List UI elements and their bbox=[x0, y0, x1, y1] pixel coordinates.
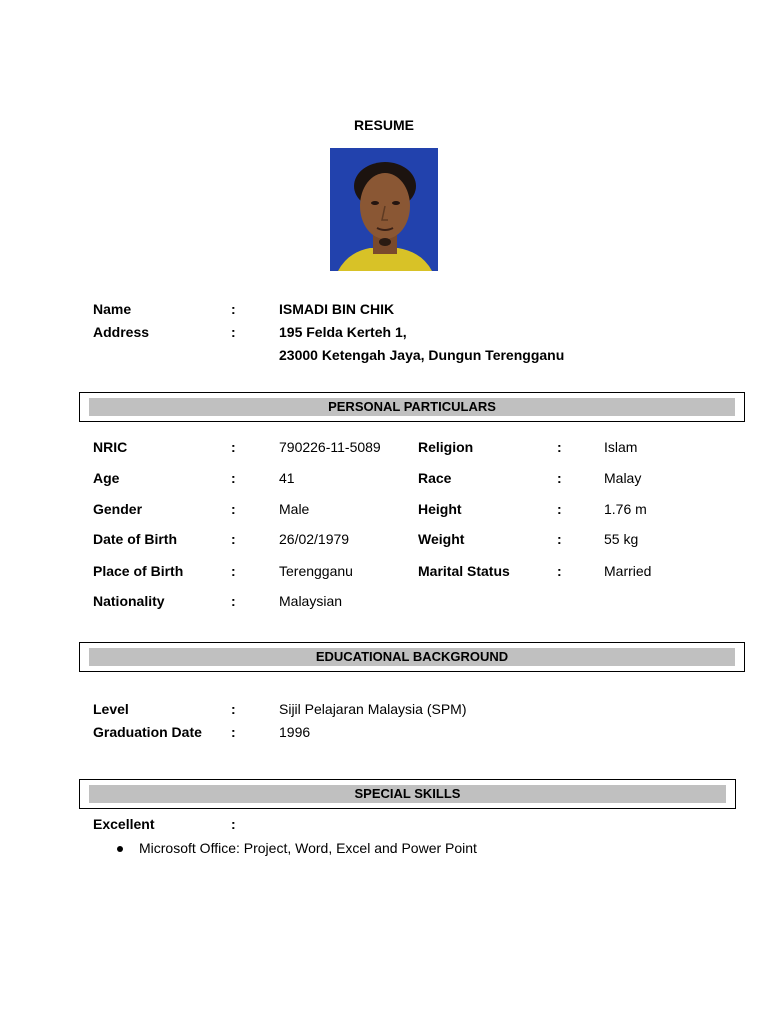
weight-colon: : bbox=[557, 531, 562, 547]
education-header bbox=[79, 642, 745, 672]
skill-item: Microsoft Office: Project, Word, Excel and Power Point bbox=[139, 840, 477, 856]
nric-value: 790226-11-5089 bbox=[279, 439, 381, 455]
bullet-icon bbox=[117, 846, 123, 852]
profile-photo bbox=[330, 148, 438, 271]
dob-colon: : bbox=[231, 531, 236, 547]
religion-value: Islam bbox=[604, 439, 638, 455]
religion-colon: : bbox=[557, 439, 562, 455]
gender-colon: : bbox=[231, 501, 236, 517]
name-label: Name bbox=[93, 301, 132, 317]
resume-title: RESUME bbox=[354, 117, 414, 133]
skills-header bbox=[79, 779, 736, 809]
race-label: Race bbox=[418, 470, 452, 486]
graduation-date-colon: : bbox=[231, 724, 236, 740]
age-colon: : bbox=[231, 470, 236, 486]
height-value: 1.76 m bbox=[604, 501, 647, 517]
personal-particulars-heading: PERSONAL PARTICULARS bbox=[89, 398, 735, 416]
place-of-birth-value: Terengganu bbox=[279, 563, 353, 579]
nationality-value: Malaysian bbox=[279, 593, 343, 609]
level-colon: : bbox=[231, 701, 236, 717]
race-colon: : bbox=[557, 470, 562, 486]
nric-label: NRIC bbox=[93, 439, 128, 455]
name-colon: : bbox=[231, 301, 236, 317]
religion-label: Religion bbox=[418, 439, 474, 455]
address-label: Address bbox=[93, 324, 150, 340]
graduation-date-value: 1996 bbox=[279, 724, 311, 740]
nationality-label: Nationality bbox=[93, 593, 165, 609]
dob-label: Date of Birth bbox=[93, 531, 177, 547]
gender-label: Gender bbox=[93, 501, 143, 517]
marital-status-label: Marital Status bbox=[418, 563, 510, 579]
address-line-1: 195 Felda Kerteh 1, bbox=[279, 324, 407, 340]
excellent-label: Excellent bbox=[93, 816, 155, 832]
race-value: Malay bbox=[604, 470, 642, 486]
weight-label: Weight bbox=[418, 531, 465, 547]
marital-status-colon: : bbox=[557, 563, 562, 579]
height-colon: : bbox=[557, 501, 562, 517]
weight-value: 55 kg bbox=[604, 531, 639, 547]
education-heading: EDUCATIONAL BACKGROUND bbox=[89, 648, 735, 666]
address-line-2: 23000 Ketengah Jaya, Dungun Terengganu bbox=[279, 347, 565, 363]
level-label: Level bbox=[93, 701, 129, 717]
personal-particulars-header bbox=[79, 392, 745, 422]
height-label: Height bbox=[418, 501, 462, 517]
dob-value: 26/02/1979 bbox=[279, 531, 350, 547]
nric-colon: : bbox=[231, 439, 236, 455]
address-colon: : bbox=[231, 324, 236, 340]
marital-status-value: Married bbox=[604, 563, 652, 579]
level-value: Sijil Pelajaran Malaysia (SPM) bbox=[279, 701, 467, 717]
gender-value: Male bbox=[279, 501, 310, 517]
name-value: ISMADI BIN CHIK bbox=[279, 301, 395, 317]
graduation-date-label: Graduation Date bbox=[93, 724, 202, 740]
excellent-colon: : bbox=[231, 816, 236, 832]
place-of-birth-label: Place of Birth bbox=[93, 563, 184, 579]
skills-heading: SPECIAL SKILLS bbox=[89, 785, 726, 803]
place-of-birth-colon: : bbox=[231, 563, 236, 579]
age-value: 41 bbox=[279, 470, 295, 486]
nationality-colon: : bbox=[231, 593, 236, 609]
age-label: Age bbox=[93, 470, 120, 486]
